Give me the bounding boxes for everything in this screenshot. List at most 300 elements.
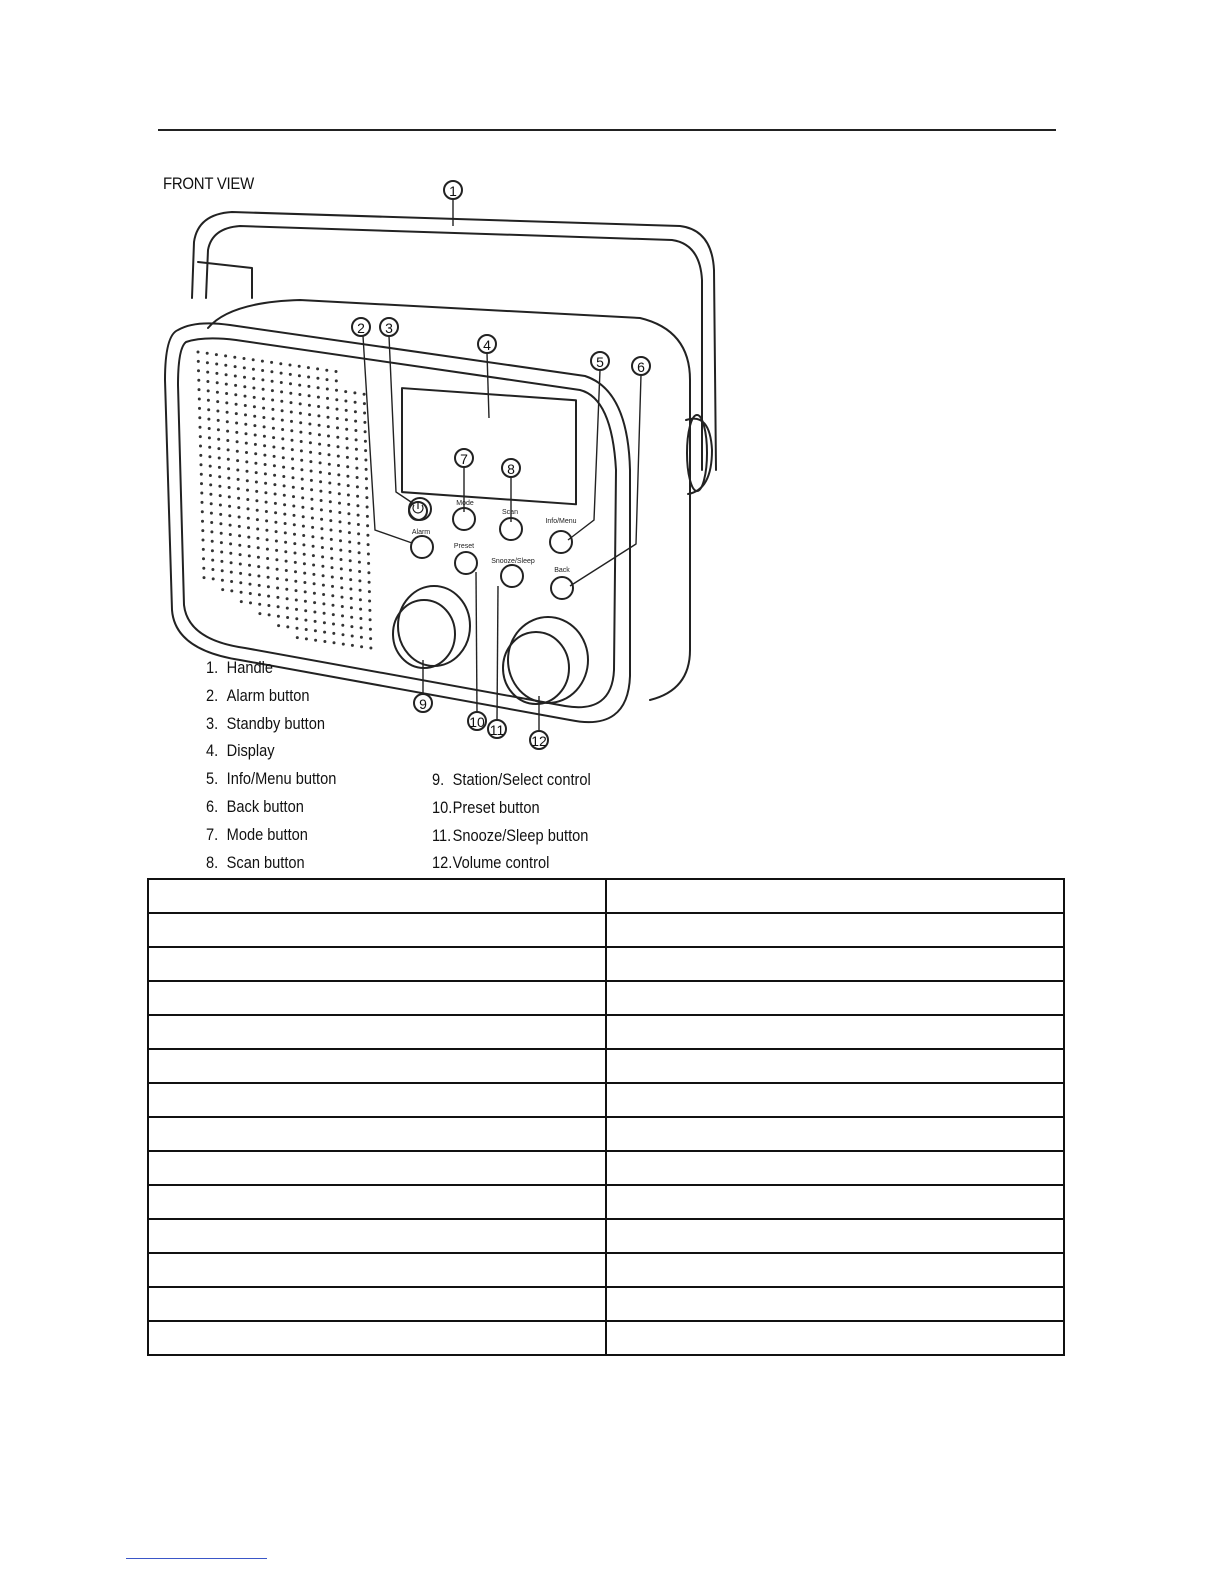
grille-dot bbox=[285, 560, 288, 563]
grille-dot bbox=[220, 532, 223, 535]
grille-dot bbox=[368, 581, 371, 584]
grille-dot bbox=[209, 483, 212, 486]
grille-dot bbox=[271, 399, 274, 402]
grille-dot bbox=[340, 558, 343, 561]
grille-dot bbox=[357, 523, 360, 526]
grille-dot bbox=[246, 470, 249, 473]
grille-dot bbox=[345, 437, 348, 440]
grille-dot bbox=[248, 573, 251, 576]
grille-dot bbox=[235, 422, 238, 425]
grille-dot bbox=[267, 604, 270, 607]
grille-dot bbox=[368, 600, 371, 603]
grille-dot bbox=[354, 429, 357, 432]
legend-item: 4. Display bbox=[206, 741, 275, 761]
legend-item: 1. Handle bbox=[206, 658, 273, 677]
grille-dot bbox=[345, 409, 348, 412]
table-cell bbox=[606, 1151, 1064, 1185]
grille-dot bbox=[322, 593, 325, 596]
grille-dot bbox=[367, 571, 370, 574]
grille-dot bbox=[197, 360, 200, 363]
section-title: FRONT VIEW bbox=[163, 174, 255, 193]
grille-dot bbox=[331, 585, 334, 588]
grille-dot bbox=[345, 418, 348, 421]
grille-dot bbox=[200, 463, 203, 466]
grille-dot bbox=[291, 448, 294, 451]
grille-dot bbox=[276, 587, 279, 590]
grille-dot bbox=[285, 588, 288, 591]
grille-dot bbox=[321, 537, 324, 540]
grille-dot bbox=[326, 397, 329, 400]
grille-dot bbox=[252, 368, 255, 371]
grille-dot bbox=[249, 601, 252, 604]
grille-dot bbox=[219, 494, 222, 497]
grille-dot bbox=[341, 596, 344, 599]
legend-item: 3. Standby button bbox=[206, 713, 326, 733]
grille-dot bbox=[311, 507, 314, 510]
grille-dot bbox=[344, 400, 347, 403]
grille-dot bbox=[313, 592, 316, 595]
legend-right bbox=[432, 766, 591, 877]
grille-dot bbox=[226, 439, 229, 442]
grille-dot bbox=[271, 408, 274, 411]
grille-dot bbox=[283, 494, 286, 497]
preset-label: Preset bbox=[453, 543, 475, 550]
grille-dot bbox=[282, 475, 285, 478]
grille-dot bbox=[246, 498, 249, 501]
grille-dot bbox=[319, 480, 322, 483]
grille-dot bbox=[277, 605, 280, 608]
grille-dot bbox=[209, 465, 212, 468]
grille-dot bbox=[234, 375, 237, 378]
grille-dot bbox=[218, 475, 221, 478]
grille-dot bbox=[243, 357, 246, 360]
grille-dot bbox=[340, 577, 343, 580]
grille-dot bbox=[354, 410, 357, 413]
grille-dot bbox=[221, 569, 224, 572]
grille-dot bbox=[332, 632, 335, 635]
handle-outline bbox=[192, 212, 716, 470]
grille-dot bbox=[273, 455, 276, 458]
grille-dot bbox=[273, 464, 276, 467]
grille-dot bbox=[236, 440, 239, 443]
grille-dot bbox=[336, 408, 339, 411]
grille-dot bbox=[345, 428, 348, 431]
grille-dot bbox=[308, 404, 311, 407]
grille-dot bbox=[300, 459, 303, 462]
grille-dot bbox=[200, 473, 203, 476]
grille-dot bbox=[218, 485, 221, 488]
table-cell bbox=[606, 1015, 1064, 1049]
grille-dot bbox=[328, 463, 331, 466]
grille-dot bbox=[321, 565, 324, 568]
grille-dot bbox=[280, 400, 283, 403]
grille-dot bbox=[301, 496, 304, 499]
grille-dot bbox=[291, 458, 294, 461]
grille-dot bbox=[348, 531, 351, 534]
grille-dot bbox=[280, 390, 283, 393]
grille-dot bbox=[349, 578, 352, 581]
grille-dot bbox=[228, 505, 231, 508]
grille-dot bbox=[327, 435, 330, 438]
grille-dot bbox=[220, 551, 223, 554]
back-label: Back bbox=[554, 567, 570, 574]
grille-dot bbox=[217, 447, 220, 450]
table-cell bbox=[148, 1185, 606, 1219]
grille-dot bbox=[276, 577, 279, 580]
legend-item: 2. Alarm button bbox=[206, 685, 310, 705]
grille-dot bbox=[360, 645, 363, 648]
grille-dot bbox=[262, 397, 265, 400]
grille-dot bbox=[228, 495, 231, 498]
grille-dot bbox=[366, 506, 369, 509]
grille-dot bbox=[197, 369, 200, 372]
grille-dot bbox=[257, 546, 260, 549]
table-cell bbox=[148, 913, 606, 947]
grille-dot bbox=[293, 533, 296, 536]
grille-dot bbox=[235, 412, 238, 415]
table-cell bbox=[606, 1219, 1064, 1253]
scan-label: Scan bbox=[502, 509, 518, 516]
grille-dot bbox=[336, 436, 339, 439]
grille-dot bbox=[341, 624, 344, 627]
grille-dot bbox=[299, 402, 302, 405]
grille-dot bbox=[290, 420, 293, 423]
grille-dot bbox=[218, 457, 221, 460]
grille-dot bbox=[310, 470, 313, 473]
grille-dot bbox=[229, 524, 232, 527]
grille-dot bbox=[265, 510, 268, 513]
grille-dot bbox=[202, 548, 205, 551]
grille-dot bbox=[330, 557, 333, 560]
grille-dot bbox=[198, 407, 201, 410]
grille-dot bbox=[322, 602, 325, 605]
grille-dot bbox=[302, 515, 305, 518]
grille-dot bbox=[272, 436, 275, 439]
table-cell bbox=[148, 1117, 606, 1151]
grille-dot bbox=[256, 509, 259, 512]
grille-dot bbox=[211, 559, 214, 562]
grille-dot bbox=[363, 412, 366, 415]
table-cell bbox=[606, 879, 1064, 913]
grille-dot bbox=[331, 594, 334, 597]
grille-dot bbox=[210, 502, 213, 505]
grille-dot bbox=[320, 527, 323, 530]
grille-dot bbox=[356, 476, 359, 479]
grille-dot bbox=[252, 377, 255, 380]
grille-dot bbox=[309, 451, 312, 454]
table-cell bbox=[606, 1321, 1064, 1355]
grille-dot bbox=[207, 389, 210, 392]
callout-2: 2 bbox=[357, 320, 365, 336]
grille-dot bbox=[303, 581, 306, 584]
grille-dot bbox=[368, 590, 371, 593]
grille-dot bbox=[369, 618, 372, 621]
grille-dot bbox=[339, 520, 342, 523]
grille-dot bbox=[322, 574, 325, 577]
grille-dot bbox=[243, 366, 246, 369]
grille-dot bbox=[356, 504, 359, 507]
grille-dot bbox=[258, 612, 261, 615]
grille-dot bbox=[310, 488, 313, 491]
grille-dot bbox=[256, 528, 259, 531]
grille-dot bbox=[310, 479, 313, 482]
grille-dot bbox=[355, 448, 358, 451]
grille-dot bbox=[264, 482, 267, 485]
grille-dot bbox=[338, 492, 341, 495]
grille-dot bbox=[234, 384, 237, 387]
grille-dot bbox=[270, 370, 273, 373]
grille-dot bbox=[308, 423, 311, 426]
grille-dot bbox=[335, 398, 338, 401]
grille-dot bbox=[275, 540, 278, 543]
grille-dot bbox=[298, 365, 301, 368]
grille-dot bbox=[365, 477, 368, 480]
grille-dot bbox=[350, 606, 353, 609]
grille-dot bbox=[339, 530, 342, 533]
grille-dot bbox=[201, 510, 204, 513]
grille-dot bbox=[237, 478, 240, 481]
grille-dot bbox=[320, 499, 323, 502]
table-row bbox=[148, 1151, 1064, 1185]
grille-dot bbox=[201, 501, 204, 504]
grille-dot bbox=[323, 640, 326, 643]
grille-dot bbox=[290, 401, 293, 404]
grille-dot bbox=[329, 510, 332, 513]
grille-dot bbox=[330, 538, 333, 541]
table-cell bbox=[148, 1151, 606, 1185]
grille-dot bbox=[228, 486, 231, 489]
grille-dot bbox=[225, 383, 228, 386]
grille-dot bbox=[261, 360, 264, 363]
callout-3: 3 bbox=[385, 320, 393, 336]
grille-dot bbox=[277, 624, 280, 627]
table-cell bbox=[148, 1253, 606, 1287]
grille-dot bbox=[298, 384, 301, 387]
grille-dot bbox=[338, 502, 341, 505]
grille-dot bbox=[267, 576, 270, 579]
grille-dot bbox=[294, 561, 297, 564]
table-row bbox=[148, 1185, 1064, 1219]
grille-dot bbox=[263, 454, 266, 457]
grille-dot bbox=[290, 429, 293, 432]
grille-dot bbox=[274, 502, 277, 505]
grille-dot bbox=[216, 391, 219, 394]
grille-dot bbox=[309, 432, 312, 435]
grille-dot bbox=[337, 445, 340, 448]
grille-dot bbox=[304, 619, 307, 622]
callout-5: 5 bbox=[596, 354, 604, 370]
grille-dot bbox=[207, 408, 210, 411]
grille-dot bbox=[280, 372, 283, 375]
volume-knob-outer bbox=[508, 617, 588, 703]
grille-dot bbox=[336, 417, 339, 420]
grille-dot bbox=[200, 492, 203, 495]
grille-dot bbox=[302, 525, 305, 528]
alarm-label: Alarm bbox=[411, 529, 431, 536]
grille-dot bbox=[280, 381, 283, 384]
grille-dot bbox=[319, 471, 322, 474]
grille-dot bbox=[367, 562, 370, 565]
grille-dot bbox=[230, 561, 233, 564]
grille-dot bbox=[267, 595, 270, 598]
grille-dot bbox=[299, 431, 302, 434]
grille-dot bbox=[326, 378, 329, 381]
grille-dot bbox=[226, 411, 229, 414]
grille-dot bbox=[264, 491, 267, 494]
grille-dot bbox=[298, 374, 301, 377]
grille-dot bbox=[350, 597, 353, 600]
grille-dot bbox=[295, 608, 298, 611]
grille-dot bbox=[227, 477, 230, 480]
grille-dot bbox=[263, 444, 266, 447]
grille-dot bbox=[286, 597, 289, 600]
grille-dot bbox=[247, 536, 250, 539]
grille-dot bbox=[338, 483, 341, 486]
grille-dot bbox=[271, 380, 274, 383]
grille-dot bbox=[346, 475, 349, 478]
table-row bbox=[148, 981, 1064, 1015]
grille-dot bbox=[236, 450, 239, 453]
grille-dot bbox=[369, 637, 372, 640]
table-cell bbox=[606, 1287, 1064, 1321]
grille-dot bbox=[348, 541, 351, 544]
grille-dot bbox=[238, 516, 241, 519]
grille-dot bbox=[234, 393, 237, 396]
grille-dot bbox=[328, 472, 331, 475]
grille-dot bbox=[215, 372, 218, 375]
grille-dot bbox=[292, 486, 295, 489]
grille-dot bbox=[317, 386, 320, 389]
grille-dot bbox=[348, 550, 351, 553]
grille-dot bbox=[333, 641, 336, 644]
grille-dot bbox=[263, 425, 266, 428]
grille-dot bbox=[235, 403, 238, 406]
grille-dot bbox=[364, 440, 367, 443]
grille-dot bbox=[363, 421, 366, 424]
grille-dot bbox=[216, 400, 219, 403]
grille-dot bbox=[261, 378, 264, 381]
grille-dot bbox=[337, 473, 340, 476]
grille-dot bbox=[351, 635, 354, 638]
grille-dot bbox=[202, 567, 205, 570]
grille-dot bbox=[216, 410, 219, 413]
grille-dot bbox=[303, 572, 306, 575]
grille-dot bbox=[332, 604, 335, 607]
grille-dot bbox=[245, 460, 248, 463]
grille-dot bbox=[341, 605, 344, 608]
legend-item: 12.Volume control bbox=[432, 853, 550, 873]
grille-dot bbox=[227, 458, 230, 461]
grille-dot bbox=[312, 554, 315, 557]
grille-dot bbox=[221, 588, 224, 591]
table-cell bbox=[606, 1185, 1064, 1219]
grille-dot bbox=[246, 479, 249, 482]
grille-dot bbox=[229, 542, 232, 545]
grille-dot bbox=[316, 367, 319, 370]
legend-item: 7. Mode button bbox=[206, 824, 308, 844]
grille-dot bbox=[327, 444, 330, 447]
grille-dot bbox=[337, 464, 340, 467]
grille-dot bbox=[243, 376, 246, 379]
legend-item: 5. Info/Menu button bbox=[206, 769, 337, 789]
grille-dot bbox=[273, 483, 276, 486]
grille-dot bbox=[349, 588, 352, 591]
grille-dot bbox=[355, 438, 358, 441]
grille-dot bbox=[229, 552, 232, 555]
table-row bbox=[148, 1253, 1064, 1287]
grille-dot bbox=[277, 615, 280, 618]
grille-dot bbox=[356, 495, 359, 498]
grille-dot bbox=[347, 503, 350, 506]
grille-dot bbox=[291, 439, 294, 442]
grille-dot bbox=[198, 388, 201, 391]
grille-dot bbox=[199, 426, 202, 429]
speaker-grille bbox=[197, 351, 373, 650]
grille-dot bbox=[347, 494, 350, 497]
grille-dot bbox=[254, 434, 257, 437]
grille-dot bbox=[305, 637, 308, 640]
grille-dot bbox=[318, 424, 321, 427]
grille-dot bbox=[321, 555, 324, 558]
grille-dot bbox=[304, 600, 307, 603]
grille-dot bbox=[199, 435, 202, 438]
grille-dot bbox=[226, 430, 229, 433]
table-row bbox=[148, 1219, 1064, 1253]
grille-dot bbox=[219, 504, 222, 507]
grille-dot bbox=[331, 566, 334, 569]
table-cell bbox=[606, 981, 1064, 1015]
grille-dot bbox=[366, 515, 369, 518]
table-cell bbox=[148, 1083, 606, 1117]
grille-dot bbox=[295, 617, 298, 620]
table-cell bbox=[606, 1117, 1064, 1151]
grille-dot bbox=[264, 472, 267, 475]
grille-dot bbox=[202, 557, 205, 560]
grille-dot bbox=[339, 539, 342, 542]
grille-dot bbox=[209, 474, 212, 477]
grille-dot bbox=[206, 361, 209, 364]
grille-dot bbox=[327, 425, 330, 428]
grille-dot bbox=[309, 460, 312, 463]
grille-dot bbox=[331, 576, 334, 579]
grille-dot bbox=[257, 575, 260, 578]
grille-dot bbox=[235, 431, 238, 434]
grille-dot bbox=[266, 548, 269, 551]
grille-dot bbox=[282, 466, 285, 469]
grille-dot bbox=[326, 388, 329, 391]
grille-dot bbox=[369, 647, 372, 650]
grille-dot bbox=[230, 571, 233, 574]
grille-dot bbox=[220, 541, 223, 544]
grille-dot bbox=[206, 380, 209, 383]
grille-dot bbox=[347, 484, 350, 487]
grille-dot bbox=[328, 482, 331, 485]
grille-dot bbox=[245, 451, 248, 454]
grille-dot bbox=[296, 636, 299, 639]
grille-dot bbox=[256, 537, 259, 540]
table-cell bbox=[606, 1083, 1064, 1117]
grille-dot bbox=[209, 493, 212, 496]
grille-dot bbox=[302, 534, 305, 537]
grille-dot bbox=[289, 364, 292, 367]
grille-dot bbox=[252, 387, 255, 390]
grille-dot bbox=[237, 497, 240, 500]
grille-dot bbox=[293, 514, 296, 517]
grille-dot bbox=[286, 607, 289, 610]
grille-dot bbox=[221, 579, 224, 582]
grille-dot bbox=[210, 521, 213, 524]
grille-dot bbox=[294, 580, 297, 583]
